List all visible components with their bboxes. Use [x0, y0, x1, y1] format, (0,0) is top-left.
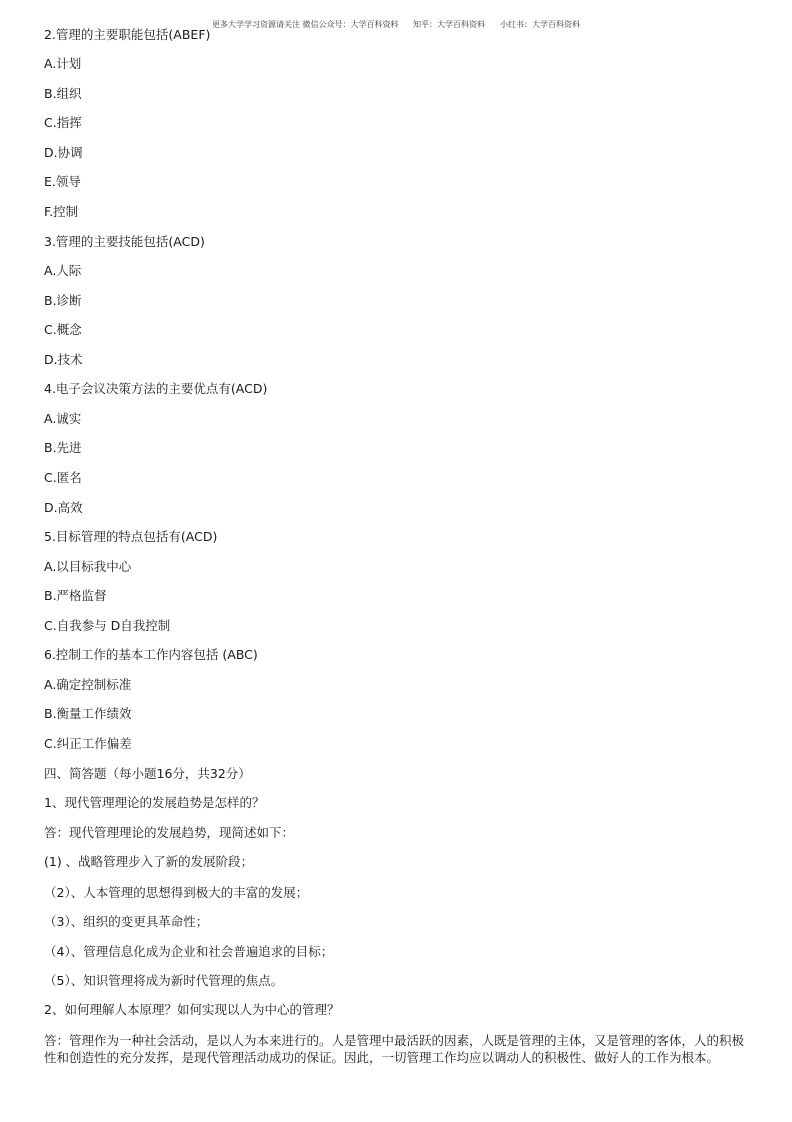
option-line: C.匿名: [44, 470, 82, 485]
header-wechat-note: 更多大学学习资源请关注 微信公众号：大学百科资料: [212, 20, 399, 29]
option-line: A.计划: [44, 56, 82, 71]
short-question-2: 2、如何理解人本原理？如何实现以人为中心的管理？: [44, 1002, 340, 1017]
question-4: 4.电子会议决策方法的主要优点有(ACD): [44, 381, 268, 396]
option-line: A.确定控制标准: [44, 677, 132, 692]
answer-intro: 答：现代管理理论的发展趋势，现简述如下：: [44, 825, 295, 840]
option-line: D.技术: [44, 352, 83, 367]
section-heading: 四、简答题（每小题16分，共32分）: [44, 766, 251, 781]
option-line: C.自我参与 D自我控制: [44, 618, 171, 633]
question-2: 2.管理的主要职能包括(ABEF): [44, 27, 211, 42]
answer-point: （5）、知识管理将成为新时代管理的焦点。: [44, 973, 284, 988]
option-line: B.先进: [44, 440, 82, 455]
question-5: 5.目标管理的特点包括有(ACD): [44, 529, 218, 544]
option-line: D.高效: [44, 500, 83, 515]
short-question-1: 1、现代管理理论的发展趋势是怎样的？: [44, 795, 265, 810]
option-line: B.组织: [44, 86, 82, 101]
option-line: B.严格监督: [44, 588, 107, 603]
answer-point: (1) 、战略管理步入了新的发展阶段；: [44, 854, 254, 869]
option-line: C.概念: [44, 322, 82, 337]
question-3: 3.管理的主要技能包括(ACD): [44, 234, 205, 249]
option-line: C.纠正工作偏差: [44, 736, 132, 751]
header-xiaohongshu-note: 小红书：大学百科资料: [500, 20, 580, 29]
option-line: D.协调: [44, 145, 83, 160]
option-line: F.控制: [44, 204, 79, 219]
header-zhihu-note: 知乎：大学百科资料: [413, 20, 485, 29]
question-6: 6.控制工作的基本工作内容包括 (ABC): [44, 647, 258, 662]
option-line: B.诊断: [44, 293, 82, 308]
option-line: A.人际: [44, 263, 82, 278]
answer-point: （4）、管理信息化成为企业和社会普遍追求的目标；: [44, 944, 334, 959]
option-line: A.诚实: [44, 411, 82, 426]
answer-paragraph: 答：管理作为一种社会活动，是以人为本来进行的。人是管理中最活跃的因素，人既是管理的主体，又是管理的客体，人的积极性和创造性的充分发挥，是现代管理活动成功的保证。因此，一切管理工作均应以调动人的积极性、做好人的工作为根本。: [44, 1033, 745, 1065]
option-line: C.指挥: [44, 115, 82, 130]
option-line: E.领导: [44, 174, 81, 189]
answer-point: （2）、人本管理的思想得到极大的丰富的发展；: [44, 885, 309, 900]
option-line: B.衡量工作绩效: [44, 706, 132, 721]
answer-point: （3）、组织的变更具革命性；: [44, 914, 209, 929]
option-line: A.以目标我中心: [44, 559, 132, 574]
